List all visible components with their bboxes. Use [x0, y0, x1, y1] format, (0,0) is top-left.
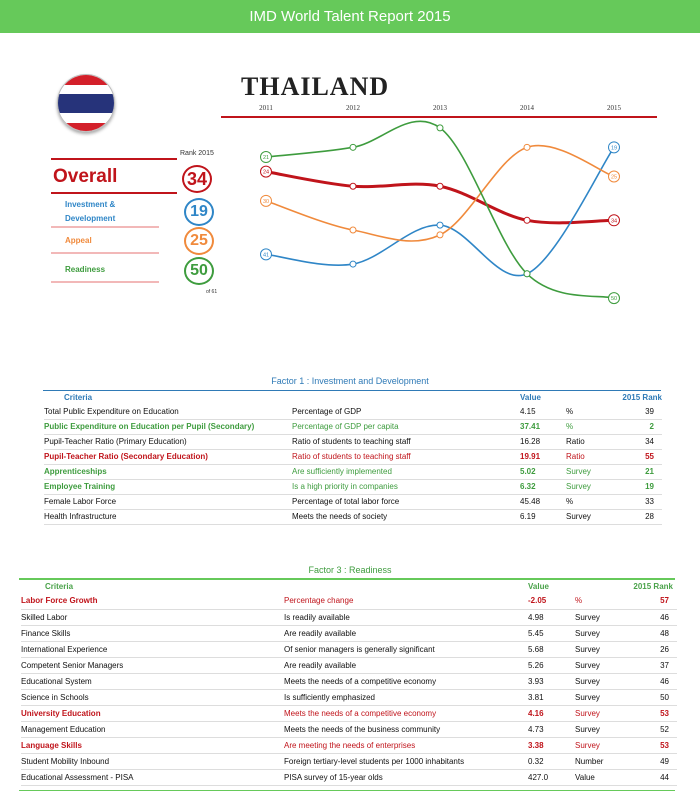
value-cell: 19.91 — [520, 449, 566, 464]
unit-cell: Survey — [575, 625, 627, 641]
readiness-rank-badge: 50 — [184, 257, 214, 285]
data-label: 30 — [262, 198, 270, 205]
description-cell: PISA survey of 15-year olds — [284, 769, 528, 785]
table-row — [21, 769, 677, 785]
value-cell: 4.15 — [520, 404, 566, 419]
data-label: 34 — [610, 218, 618, 225]
rank-cell: 21 — [610, 464, 662, 479]
table-row — [44, 419, 662, 434]
value-header: Value — [520, 393, 541, 402]
overall-top-rule — [51, 158, 177, 160]
value-cell: 3.38 — [528, 737, 575, 753]
rank-header: 2015 Rank — [622, 393, 662, 402]
criteria-cell: Health Infrastructure — [44, 509, 292, 524]
factor1-title: Factor 1 : Investment and Development — [271, 376, 429, 386]
unit-cell: Survey — [575, 737, 627, 753]
table-row — [44, 509, 662, 524]
data-label: 24 — [262, 169, 270, 176]
data-point — [437, 232, 443, 238]
unit-cell: Survey — [575, 721, 627, 737]
rank-cell: 19 — [610, 479, 662, 494]
rank-cell: 50 — [627, 689, 677, 705]
rank-cell: 53 — [627, 737, 677, 753]
value-cell: 6.19 — [520, 509, 566, 524]
appeal-rank-badge: 25 — [184, 227, 214, 255]
table-row — [21, 705, 677, 721]
criteria-cell: Employee Training — [44, 479, 292, 494]
rank-cell: 28 — [610, 509, 662, 524]
country-name: THAILAND — [241, 72, 390, 101]
data-point — [437, 125, 443, 131]
rank-cell: 33 — [610, 494, 662, 509]
blank-header — [292, 391, 520, 404]
criteria-cell: Apprenticeships — [44, 464, 292, 479]
table-row — [44, 434, 662, 449]
table-row — [21, 593, 677, 609]
value-cell: 427.0 — [528, 769, 575, 785]
investment-rank-badge: 19 — [184, 198, 214, 226]
criteria-cell: Management Education — [21, 721, 284, 737]
rank-cell: 46 — [627, 673, 677, 689]
factor3-title: Factor 3 : Readiness — [308, 565, 392, 575]
rank-cell: 2 — [610, 419, 662, 434]
description-cell: Ratio of students to teaching staff — [292, 434, 520, 449]
report-title: IMD World Talent Report 2015 — [249, 8, 451, 25]
value-cell: -2.05 — [528, 593, 575, 609]
year-label: 2015 — [607, 104, 621, 112]
investment-label-line: Development — [65, 214, 116, 223]
flag-stripe — [58, 94, 114, 113]
data-label: 21 — [262, 155, 270, 162]
blank-header — [284, 580, 528, 593]
value-cell: 3.93 — [528, 673, 575, 689]
rank-year-label: Rank 2015 — [180, 150, 214, 157]
criteria-cell: Pupil-Teacher Ratio (Primary Education) — [44, 434, 292, 449]
unit-cell: Ratio — [566, 434, 610, 449]
criteria-cell: Female Labor Force — [44, 494, 292, 509]
table-row — [21, 625, 677, 641]
unit-cell: % — [566, 419, 610, 434]
criteria-cell: Student Mobility Inbound — [21, 753, 284, 769]
description-cell: Meets the needs of the business community — [284, 721, 528, 737]
criteria-header: Criteria — [45, 582, 74, 591]
unit-cell: Survey — [566, 464, 610, 479]
table-row — [21, 753, 677, 769]
description-cell: Are readily available — [284, 625, 528, 641]
rank-cell: 48 — [627, 625, 677, 641]
criteria-cell: Science in Schools — [21, 689, 284, 705]
data-point — [350, 183, 356, 189]
blank-header — [566, 391, 610, 404]
flag-stripe — [58, 75, 114, 85]
table-row — [44, 479, 662, 494]
rank-cell: 46 — [627, 609, 677, 625]
rank-cell: 57 — [627, 593, 677, 609]
description-cell: Percentage change — [284, 593, 528, 609]
table-row — [21, 609, 677, 625]
criteria-cell: University Education — [21, 705, 284, 721]
description-cell: Percentage of GDP per capita — [292, 419, 520, 434]
series-line — [266, 172, 614, 223]
description-cell: Is sufficiently emphasized — [284, 689, 528, 705]
rank-cell: 49 — [627, 753, 677, 769]
value-cell: 4.73 — [528, 721, 575, 737]
of-total-label: of 61 — [206, 289, 218, 295]
criteria-cell: Public Expenditure on Education per Pupil (Secondary) — [44, 419, 292, 434]
value-header: Value — [528, 582, 549, 591]
report-title-banner — [0, 0, 700, 33]
criteria-cell: Skilled Labor — [21, 609, 284, 625]
table-row — [21, 689, 677, 705]
table-header-row — [44, 391, 662, 404]
value-cell: 4.16 — [528, 705, 575, 721]
data-point — [350, 227, 356, 233]
appeal-rule — [51, 252, 159, 254]
overall-label: Overall — [53, 166, 118, 187]
rank-cell: 39 — [610, 404, 662, 419]
investment-label-line: Investment & — [65, 200, 116, 209]
description-cell: Meets the needs of society — [292, 509, 520, 524]
value-cell: 5.02 — [520, 464, 566, 479]
flag-stripe — [58, 123, 114, 133]
description-cell: Percentage of GDP — [292, 404, 520, 419]
readiness-label: Readiness — [65, 265, 106, 274]
description-cell: Is a high priority in companies — [292, 479, 520, 494]
criteria-cell: Educational Assessment - PISA — [21, 769, 284, 785]
overall-rank-badge: 34 — [182, 165, 212, 193]
criteria-cell: Labor Force Growth — [21, 593, 284, 609]
table-row — [21, 657, 677, 673]
unit-cell: Value — [575, 769, 627, 785]
data-label: 41 — [262, 252, 270, 259]
unit-cell: Survey — [575, 705, 627, 721]
series-line — [266, 121, 614, 298]
unit-cell: Survey — [575, 657, 627, 673]
description-cell: Are readily available — [284, 657, 528, 673]
data-label: 50 — [610, 296, 618, 303]
value-cell: 4.98 — [528, 609, 575, 625]
series-line — [266, 147, 614, 275]
description-cell: Meets the needs of a competitive economy — [284, 705, 528, 721]
rank-cell: 52 — [627, 721, 677, 737]
description-cell: Are sufficiently implemented — [292, 464, 520, 479]
value-cell: 5.68 — [528, 641, 575, 657]
rank-cell: 44 — [627, 769, 677, 785]
table-row — [44, 404, 662, 419]
description-cell: Are meeting the needs of enterprises — [284, 737, 528, 753]
flag-stripe — [58, 113, 114, 123]
data-point — [524, 271, 530, 277]
criteria-header: Criteria — [64, 393, 93, 402]
value-cell: 5.45 — [528, 625, 575, 641]
description-cell: Meets the needs of a competitive economy — [284, 673, 528, 689]
data-label: 25 — [610, 174, 618, 181]
unit-cell: % — [566, 494, 610, 509]
unit-cell: Survey — [575, 689, 627, 705]
description-cell: Of senior managers is generally significant — [284, 641, 528, 657]
description-cell: Foreign tertiary-level students per 1000 inhabitants — [284, 753, 528, 769]
unit-cell: Ratio — [566, 449, 610, 464]
unit-cell: % — [566, 404, 610, 419]
unit-cell: Survey — [575, 673, 627, 689]
rank-header: 2015 Rank — [633, 582, 673, 591]
table-row — [21, 641, 677, 657]
unit-cell: Survey — [575, 641, 627, 657]
unit-cell: Number — [575, 753, 627, 769]
data-point — [524, 144, 530, 150]
description-cell: Is readily available — [284, 609, 528, 625]
rank-cell: 37 — [627, 657, 677, 673]
year-label: 2014 — [520, 104, 534, 112]
criteria-cell: Total Public Expenditure on Education — [44, 404, 292, 419]
criteria-cell: Pupil-Teacher Ratio (Secondary Education) — [44, 449, 292, 464]
appeal-label: Appeal — [65, 236, 92, 245]
criteria-cell: Educational System — [21, 673, 284, 689]
data-point — [524, 217, 530, 223]
blank-header — [575, 580, 627, 593]
flag-stripe — [58, 85, 114, 95]
rank-cell: 53 — [627, 705, 677, 721]
ranking-trend-chart — [240, 115, 660, 315]
unit-cell: Survey — [575, 609, 627, 625]
year-label: 2012 — [346, 104, 360, 112]
value-cell: 3.81 — [528, 689, 575, 705]
year-label: 2013 — [433, 104, 447, 112]
value-cell: 37.41 — [520, 419, 566, 434]
description-cell: Ratio of students to teaching staff — [292, 449, 520, 464]
value-cell: 16.28 — [520, 434, 566, 449]
unit-cell: Survey — [566, 479, 610, 494]
investment-label — [65, 198, 115, 226]
data-label: 19 — [610, 145, 618, 152]
factor3-bottom-rule — [19, 790, 675, 791]
value-cell: 45.48 — [520, 494, 566, 509]
data-point — [350, 261, 356, 267]
rank-cell: 55 — [610, 449, 662, 464]
table-header-row — [21, 580, 677, 593]
table-row — [44, 449, 662, 464]
unit-cell: Survey — [566, 509, 610, 524]
value-cell: 0.32 — [528, 753, 575, 769]
criteria-cell: International Experience — [21, 641, 284, 657]
readiness-rule — [51, 281, 159, 283]
table-row — [21, 673, 677, 689]
data-point — [437, 183, 443, 189]
criteria-cell: Finance Skills — [21, 625, 284, 641]
factor1-table — [44, 391, 662, 525]
table-row — [44, 464, 662, 479]
rank-cell: 26 — [627, 641, 677, 657]
criteria-cell: Language Skills — [21, 737, 284, 753]
year-label: 2011 — [259, 104, 273, 112]
value-cell: 6.32 — [520, 479, 566, 494]
table-row — [21, 737, 677, 753]
table-row — [21, 721, 677, 737]
criteria-cell: Competent Senior Managers — [21, 657, 284, 673]
investment-rule — [51, 226, 159, 228]
overall-bottom-rule — [51, 192, 177, 194]
thailand-flag-icon — [57, 74, 115, 132]
rank-cell: 34 — [610, 434, 662, 449]
data-point — [437, 222, 443, 228]
table-row — [44, 494, 662, 509]
value-cell: 5.26 — [528, 657, 575, 673]
data-point — [350, 144, 356, 150]
unit-cell: % — [575, 593, 627, 609]
description-cell: Percentage of total labor force — [292, 494, 520, 509]
factor3-table — [21, 580, 677, 786]
